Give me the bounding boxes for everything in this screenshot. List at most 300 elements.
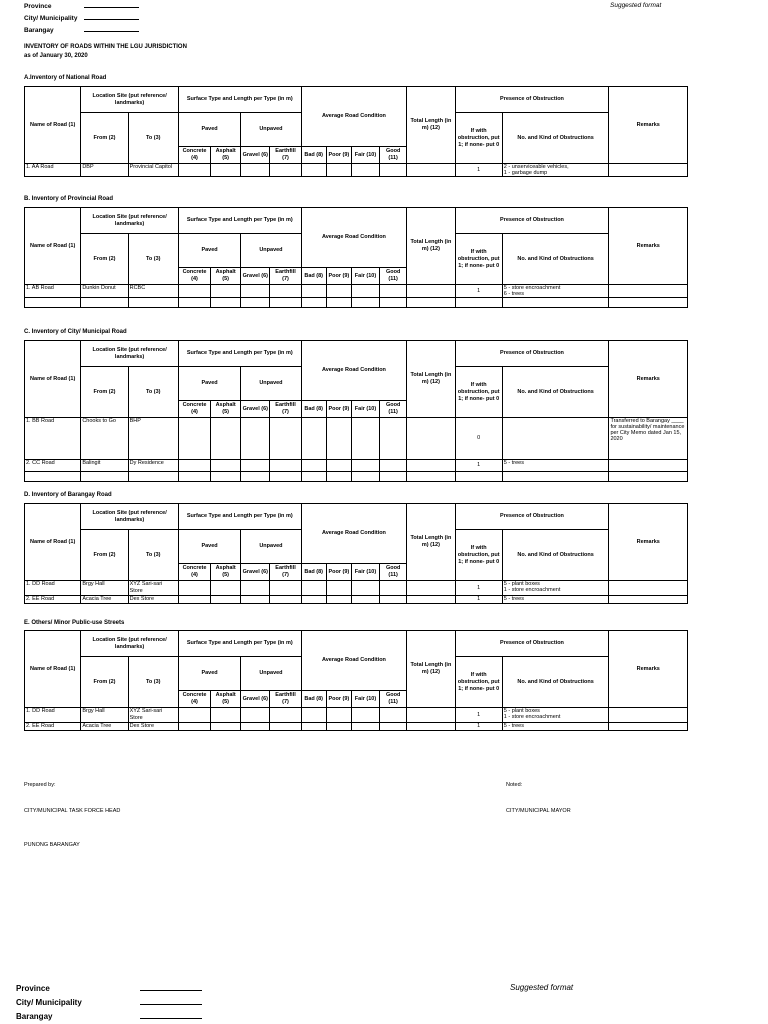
empty-cell xyxy=(128,298,178,308)
col-ifwith-header: If with obstruction, put 1; if none- put 0 xyxy=(455,234,502,285)
table-row xyxy=(25,418,688,460)
empty-cell xyxy=(351,596,379,604)
col-to-header: To (3) xyxy=(128,657,178,708)
mayor-label: CITY/MUNICIPAL MAYOR xyxy=(506,808,571,814)
col-earthfill-header: Earthfill (7) xyxy=(270,564,301,581)
inventory-table xyxy=(24,340,688,482)
table-row xyxy=(25,723,688,731)
remarks-cell xyxy=(609,596,688,604)
punong-barangay-label: PUNONG BARANGAY xyxy=(24,842,80,848)
col-surface-header: Surface Type and Length per Type (in m) xyxy=(178,504,301,530)
col-surface-header: Surface Type and Length per Type (in m) xyxy=(178,341,301,367)
col-kind-header: No. and Kind of Obstructions xyxy=(502,657,609,708)
empty-cell xyxy=(301,418,326,460)
col-asphalt-header: Asphalt (5) xyxy=(211,564,241,581)
col-good-header: Good (11) xyxy=(380,268,407,285)
empty-cell xyxy=(270,460,301,472)
col-fair-header: Fair (10) xyxy=(351,147,379,164)
col-bad-header: Bad (8) xyxy=(301,691,326,708)
empty-cell xyxy=(380,460,407,472)
obstruction-flag: 1 xyxy=(455,581,502,596)
col-paved-header: Paved xyxy=(178,234,240,268)
obstruction-kind: 5 - store encroachment 6 - trees xyxy=(502,285,609,298)
col-kind-header: No. and Kind of Obstructions xyxy=(502,234,609,285)
col-concrete-header: Concrete (4) xyxy=(178,147,210,164)
empty-cell xyxy=(380,472,407,482)
location-from: Acacia Tree xyxy=(81,596,128,604)
empty-cell xyxy=(178,460,210,472)
col-remarks-header: Remarks xyxy=(609,631,688,708)
empty-cell xyxy=(326,460,351,472)
location-to: BHP xyxy=(128,418,178,460)
empty-cell xyxy=(301,723,326,731)
col-to-header: To (3) xyxy=(128,234,178,285)
city-blank-repeat xyxy=(140,995,202,1005)
col-presence-header: Presence of Obstruction xyxy=(455,631,609,657)
empty-cell xyxy=(326,708,351,723)
city-label: City/ Municipality xyxy=(24,15,78,22)
empty-cell xyxy=(326,723,351,731)
empty-cell xyxy=(211,596,241,604)
table-row xyxy=(25,164,688,177)
location-to: XYZ Sari-sari Store xyxy=(128,581,178,596)
empty-cell xyxy=(380,285,407,298)
inventory-table xyxy=(24,630,688,731)
empty-cell xyxy=(301,298,326,308)
obstruction-flag: 0 xyxy=(455,418,502,460)
col-location-header: Location Site (put reference/ landmarks) xyxy=(81,341,179,367)
city-label-repeat: City/ Municipality xyxy=(16,998,82,1007)
barangay-blank-repeat xyxy=(140,1009,202,1019)
empty-cell xyxy=(326,418,351,460)
location-to: Dex Store xyxy=(128,723,178,731)
task-force-head-label: CITY/MUNICIPAL TASK FORCE HEAD xyxy=(24,808,121,814)
empty-cell xyxy=(178,418,210,460)
empty-cell xyxy=(270,298,301,308)
remarks-cell: Transferred to Barangay ____ for sustainability/ maintenance per City Memo dated Jan 15, 2020 xyxy=(609,418,688,460)
table-row xyxy=(25,285,688,298)
barangay-field xyxy=(24,24,139,36)
total-length xyxy=(407,164,455,177)
location-to: XYZ Sari-sari Store xyxy=(128,708,178,723)
empty-cell xyxy=(211,472,241,482)
empty-cell xyxy=(380,723,407,731)
obstruction-flag: 1 xyxy=(455,285,502,298)
col-condition-header: Average Road Condition xyxy=(301,208,407,268)
empty-cell xyxy=(81,472,128,482)
empty-cell xyxy=(178,472,210,482)
empty-cell xyxy=(455,472,502,482)
barangay-field-repeat xyxy=(16,1009,202,1023)
col-name-header: Name of Road (1) xyxy=(25,631,81,708)
empty-cell xyxy=(407,472,455,482)
city-field-repeat xyxy=(16,995,202,1009)
empty-cell xyxy=(270,708,301,723)
header-fields-repeat xyxy=(16,981,202,1023)
empty-cell xyxy=(351,460,379,472)
col-unpaved-header: Unpaved xyxy=(241,234,301,268)
col-presence-header: Presence of Obstruction xyxy=(455,208,609,234)
col-asphalt-header: Asphalt (5) xyxy=(211,268,241,285)
empty-cell xyxy=(211,723,241,731)
province-label-repeat: Province xyxy=(16,984,50,993)
col-concrete-header: Concrete (4) xyxy=(178,691,210,708)
col-remarks-header: Remarks xyxy=(609,208,688,285)
col-location-header: Location Site (put reference/ landmarks) xyxy=(81,87,179,113)
remarks-cell xyxy=(609,708,688,723)
col-condition-header: Average Road Condition xyxy=(301,87,407,147)
road-name: 2. EE Road xyxy=(25,596,81,604)
empty-cell xyxy=(178,164,210,177)
col-unpaved-header: Unpaved xyxy=(241,367,301,401)
col-kind-header: No. and Kind of Obstructions xyxy=(502,367,609,418)
col-bad-header: Bad (8) xyxy=(301,564,326,581)
location-to: Dy Residence xyxy=(128,460,178,472)
empty-cell xyxy=(380,708,407,723)
empty-cell xyxy=(211,708,241,723)
empty-cell xyxy=(351,472,379,482)
city-field xyxy=(24,12,139,24)
location-from: Brgy Hall xyxy=(81,708,128,723)
col-bad-header: Bad (8) xyxy=(301,401,326,418)
empty-cell xyxy=(380,164,407,177)
col-bad-header: Bad (8) xyxy=(301,268,326,285)
province-label: Province xyxy=(24,3,52,10)
col-fair-header: Fair (10) xyxy=(351,691,379,708)
empty-cell xyxy=(351,723,379,731)
col-from-header: From (2) xyxy=(81,234,128,285)
col-unpaved-header: Unpaved xyxy=(241,657,301,691)
col-poor-header: Poor (9) xyxy=(326,564,351,581)
barangay-label: Barangay xyxy=(24,27,54,34)
col-name-header: Name of Road (1) xyxy=(25,208,81,285)
empty-cell xyxy=(241,581,270,596)
road-name: 1. BB Road xyxy=(25,418,81,460)
document-title xyxy=(24,43,187,61)
empty-cell xyxy=(241,472,270,482)
col-condition-header: Average Road Condition xyxy=(301,631,407,691)
empty-cell xyxy=(351,164,379,177)
col-asphalt-header: Asphalt (5) xyxy=(211,147,241,164)
empty-cell xyxy=(407,298,455,308)
empty-cell xyxy=(380,596,407,604)
empty-cell xyxy=(241,723,270,731)
location-from: Brgy Hall xyxy=(81,581,128,596)
remarks-cell xyxy=(609,723,688,731)
col-gravel-header: Gravel (6) xyxy=(241,564,270,581)
empty-cell xyxy=(270,285,301,298)
title-line1: INVENTORY OF ROADS WITHIN THE LGU JURISDICTION xyxy=(24,44,187,50)
col-poor-header: Poor (9) xyxy=(326,268,351,285)
empty-cell xyxy=(301,472,326,482)
total-length xyxy=(407,460,455,472)
location-from: Balingit xyxy=(81,460,128,472)
col-unpaved-header: Unpaved xyxy=(241,530,301,564)
col-gravel-header: Gravel (6) xyxy=(241,147,270,164)
col-from-header: From (2) xyxy=(81,657,128,708)
barangay-label-repeat: Barangay xyxy=(16,1012,53,1021)
inventory-table xyxy=(24,86,688,177)
total-length xyxy=(407,708,455,723)
inventory-table xyxy=(24,207,688,308)
col-good-header: Good (11) xyxy=(380,401,407,418)
col-kind-header: No. and Kind of Obstructions xyxy=(502,113,609,164)
empty-cell xyxy=(502,472,609,482)
obstruction-kind: 2 - unserviceable vehicles, 1 - garbage dump xyxy=(502,164,609,177)
col-ifwith-header: If with obstruction, put 1; if none- put 0 xyxy=(455,657,502,708)
obstruction-flag: 1 xyxy=(455,164,502,177)
col-asphalt-header: Asphalt (5) xyxy=(211,691,241,708)
col-paved-header: Paved xyxy=(178,657,240,691)
empty-cell xyxy=(25,298,81,308)
empty-cell xyxy=(241,418,270,460)
empty-cell xyxy=(270,723,301,731)
col-total-header: Total Length (in m) (12) xyxy=(407,87,455,164)
empty-cell xyxy=(25,472,81,482)
empty-cell xyxy=(301,596,326,604)
road-name: 1. DD Road xyxy=(25,581,81,596)
section-title: D. Inventory of Barangay Road xyxy=(24,492,112,498)
col-name-header: Name of Road (1) xyxy=(25,87,81,164)
empty-cell xyxy=(351,298,379,308)
empty-cell xyxy=(351,418,379,460)
col-unpaved-header: Unpaved xyxy=(241,113,301,147)
empty-cell xyxy=(351,708,379,723)
empty-cell xyxy=(270,472,301,482)
col-kind-header: No. and Kind of Obstructions xyxy=(502,530,609,581)
col-from-header: From (2) xyxy=(81,530,128,581)
location-from: Chooks to Go xyxy=(81,418,128,460)
section-title: B. Inventory of Provincial Road xyxy=(24,196,114,202)
road-name: 2. EE Road xyxy=(25,723,81,731)
col-location-header: Location Site (put reference/ landmarks) xyxy=(81,631,179,657)
col-total-header: Total Length (in m) (12) xyxy=(407,631,455,708)
empty-cell xyxy=(241,164,270,177)
col-fair-header: Fair (10) xyxy=(351,268,379,285)
col-surface-header: Surface Type and Length per Type (in m) xyxy=(178,87,301,113)
col-poor-header: Poor (9) xyxy=(326,691,351,708)
empty-cell xyxy=(351,285,379,298)
col-concrete-header: Concrete (4) xyxy=(178,564,210,581)
col-gravel-header: Gravel (6) xyxy=(241,268,270,285)
empty-cell xyxy=(301,285,326,298)
obstruction-kind: 5 - trees xyxy=(502,460,609,472)
empty-cell xyxy=(270,418,301,460)
obstruction-flag: 1 xyxy=(455,460,502,472)
total-length xyxy=(407,723,455,731)
total-length xyxy=(407,581,455,596)
road-name: 1. AA Road xyxy=(25,164,81,177)
total-length xyxy=(407,596,455,604)
col-good-header: Good (11) xyxy=(380,691,407,708)
col-good-header: Good (11) xyxy=(380,564,407,581)
col-presence-header: Presence of Obstruction xyxy=(455,341,609,367)
empty-cell xyxy=(211,460,241,472)
empty-cell xyxy=(326,285,351,298)
empty-cell xyxy=(270,596,301,604)
empty-cell xyxy=(211,581,241,596)
city-blank xyxy=(84,12,139,20)
empty-cell xyxy=(178,298,210,308)
col-concrete-header: Concrete (4) xyxy=(178,401,210,418)
empty-cell xyxy=(81,298,128,308)
location-to: Provincial Capitol xyxy=(128,164,178,177)
col-location-header: Location Site (put reference/ landmarks) xyxy=(81,208,179,234)
empty-cell xyxy=(241,285,270,298)
empty-cell xyxy=(380,581,407,596)
total-length xyxy=(407,418,455,460)
road-name: 2. CC Road xyxy=(25,460,81,472)
col-fair-header: Fair (10) xyxy=(351,401,379,418)
province-blank xyxy=(84,0,139,8)
col-total-header: Total Length (in m) (12) xyxy=(407,341,455,418)
col-to-header: To (3) xyxy=(128,530,178,581)
empty-cell xyxy=(178,596,210,604)
empty-cell xyxy=(380,418,407,460)
obstruction-flag: 1 xyxy=(455,708,502,723)
total-length xyxy=(407,285,455,298)
suggested-format-repeat: Suggested format xyxy=(510,983,574,992)
col-earthfill-header: Earthfill (7) xyxy=(270,691,301,708)
col-surface-header: Surface Type and Length per Type (in m) xyxy=(178,631,301,657)
empty-cell xyxy=(178,581,210,596)
empty-cell xyxy=(502,298,609,308)
col-name-header: Name of Road (1) xyxy=(25,504,81,581)
table-row xyxy=(25,708,688,723)
table-row xyxy=(25,460,688,472)
obstruction-flag: 1 xyxy=(455,723,502,731)
col-remarks-header: Remarks xyxy=(609,87,688,164)
location-from: Acacia Tree xyxy=(81,723,128,731)
empty-cell xyxy=(270,164,301,177)
section-title: E. Others/ Minor Public-use Streets xyxy=(24,620,125,626)
col-ifwith-header: If with obstruction, put 1; if none- put 0 xyxy=(455,530,502,581)
obstruction-kind xyxy=(502,418,609,460)
header-fields xyxy=(24,0,139,36)
col-poor-header: Poor (9) xyxy=(326,147,351,164)
col-remarks-header: Remarks xyxy=(609,504,688,581)
prepared-by-label: Prepared by: xyxy=(24,782,56,788)
province-field-repeat xyxy=(16,981,202,995)
remarks-cell xyxy=(609,285,688,298)
road-name: 1. AB Road xyxy=(25,285,81,298)
col-paved-header: Paved xyxy=(178,113,240,147)
col-condition-header: Average Road Condition xyxy=(301,341,407,401)
table-row xyxy=(25,581,688,596)
empty-cell xyxy=(178,723,210,731)
empty-cell xyxy=(609,472,688,482)
empty-cell xyxy=(301,460,326,472)
suggested-format: Suggested format xyxy=(610,2,662,9)
remarks-cell xyxy=(609,164,688,177)
empty-cell xyxy=(178,708,210,723)
empty-cell xyxy=(270,581,301,596)
col-remarks-header: Remarks xyxy=(609,341,688,418)
col-total-header: Total Length (in m) (12) xyxy=(407,208,455,285)
empty-cell xyxy=(178,285,210,298)
remarks-cell xyxy=(609,460,688,472)
inventory-table xyxy=(24,503,688,604)
col-gravel-header: Gravel (6) xyxy=(241,401,270,418)
col-asphalt-header: Asphalt (5) xyxy=(211,401,241,418)
col-to-header: To (3) xyxy=(128,113,178,164)
empty-cell xyxy=(326,581,351,596)
empty-cell xyxy=(351,581,379,596)
obstruction-flag: 1 xyxy=(455,596,502,604)
empty-cell xyxy=(609,298,688,308)
obstruction-kind: 5 - trees xyxy=(502,596,609,604)
table-row xyxy=(25,298,688,308)
location-to: RCBC xyxy=(128,285,178,298)
province-blank-repeat xyxy=(140,981,202,991)
col-surface-header: Surface Type and Length per Type (in m) xyxy=(178,208,301,234)
empty-cell xyxy=(326,164,351,177)
province-field xyxy=(24,0,139,12)
barangay-blank xyxy=(84,24,139,32)
obstruction-kind: 5 - trees xyxy=(502,723,609,731)
empty-cell xyxy=(241,460,270,472)
section-title: C. Inventory of City/ Municipal Road xyxy=(24,329,127,335)
col-paved-header: Paved xyxy=(178,367,240,401)
col-from-header: From (2) xyxy=(81,113,128,164)
col-to-header: To (3) xyxy=(128,367,178,418)
col-presence-header: Presence of Obstruction xyxy=(455,87,609,113)
obstruction-kind: 5 - plant boxes 1 - store encroachment xyxy=(502,708,609,723)
empty-cell xyxy=(241,708,270,723)
col-bad-header: Bad (8) xyxy=(301,147,326,164)
col-total-header: Total Length (in m) (12) xyxy=(407,504,455,581)
location-from: Dunkin Donut xyxy=(81,285,128,298)
road-name: 1. DD Road xyxy=(25,708,81,723)
location-to: Dex Store xyxy=(128,596,178,604)
col-gravel-header: Gravel (6) xyxy=(241,691,270,708)
col-location-header: Location Site (put reference/ landmarks) xyxy=(81,504,179,530)
location-from: DBP xyxy=(81,164,128,177)
col-poor-header: Poor (9) xyxy=(326,401,351,418)
empty-cell xyxy=(301,708,326,723)
col-ifwith-header: If with obstruction, put 1; if none- put 0 xyxy=(455,367,502,418)
col-condition-header: Average Road Condition xyxy=(301,504,407,564)
col-paved-header: Paved xyxy=(178,530,240,564)
empty-cell xyxy=(241,596,270,604)
table-row xyxy=(25,596,688,604)
empty-cell xyxy=(128,472,178,482)
empty-cell xyxy=(211,418,241,460)
col-ifwith-header: If with obstruction, put 1; if none- put 0 xyxy=(455,113,502,164)
empty-cell xyxy=(211,298,241,308)
col-earthfill-header: Earthfill (7) xyxy=(270,401,301,418)
table-row xyxy=(25,472,688,482)
empty-cell xyxy=(380,298,407,308)
col-presence-header: Presence of Obstruction xyxy=(455,504,609,530)
empty-cell xyxy=(455,298,502,308)
remarks-cell xyxy=(609,581,688,596)
title-line2: as of January 30, 2020 xyxy=(24,53,88,59)
empty-cell xyxy=(326,596,351,604)
col-concrete-header: Concrete (4) xyxy=(178,268,210,285)
empty-cell xyxy=(211,164,241,177)
empty-cell xyxy=(241,298,270,308)
col-name-header: Name of Road (1) xyxy=(25,341,81,418)
empty-cell xyxy=(301,581,326,596)
empty-cell xyxy=(301,164,326,177)
col-fair-header: Fair (10) xyxy=(351,564,379,581)
empty-cell xyxy=(326,298,351,308)
obstruction-kind: 5 - plant boxes 1 - store encroachment xyxy=(502,581,609,596)
col-earthfill-header: Earthfill (7) xyxy=(270,147,301,164)
empty-cell xyxy=(211,285,241,298)
col-good-header: Good (11) xyxy=(380,147,407,164)
